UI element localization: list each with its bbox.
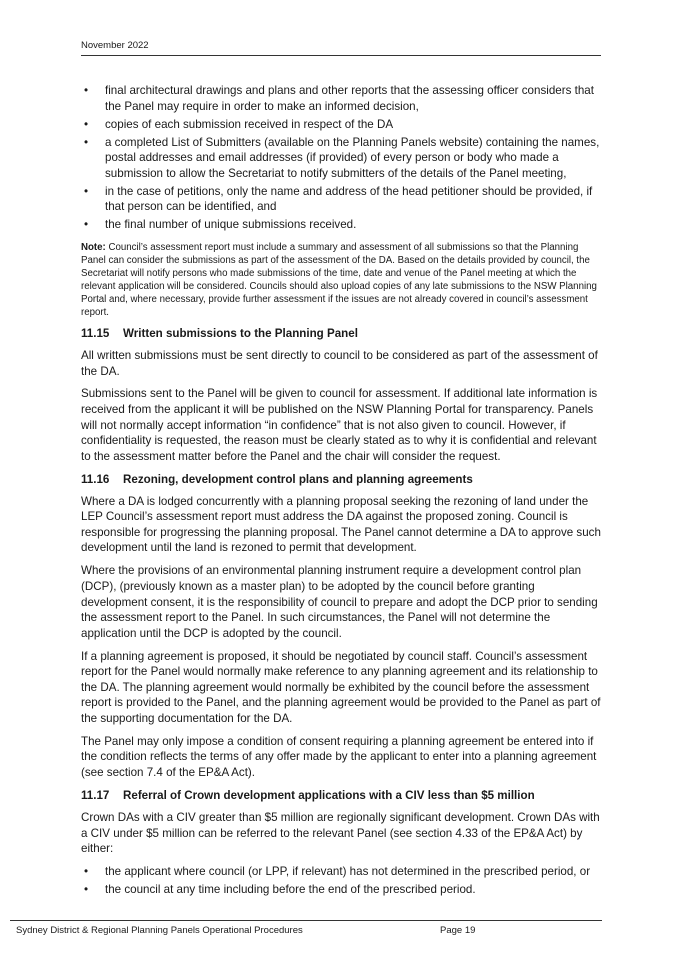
list-item: • a completed List of Submitters (available on the Planning Panels website) containing the names, postal addresses and email addresses (if provided) of every person or body who made a submission to allow the Secretariat to notify submitters of the details of the Panel meeting, — [84, 135, 600, 180]
page-number: Page 19 — [440, 925, 476, 936]
bullet-icon: • — [84, 218, 89, 232]
footer-title: Sydney District & Regional Planning Panels Operational Procedures — [16, 925, 303, 936]
list-item: • copies of each submission received in respect of the DA — [84, 117, 394, 131]
header-date: November 2022 — [81, 40, 149, 51]
section-heading-11-15: 11.15 Written submissions to the Planning Panel — [81, 326, 358, 340]
list-item: • the council at any time including before the end of the prescribed period. — [84, 883, 476, 896]
paragraph: Crown DAs with a CIV greater than $5 million are regionally significant development. Crown DAs with a CIV under $5 million can be referred to the relevant Panel (see section 4.33 of the EP&A Act) by either: — [81, 810, 600, 856]
paragraph: All written submissions must be sent directly to council to be considered as part of the assessment of the DA. — [81, 348, 598, 378]
list-item: • final architectural drawings and plans and other reports that the assessing officer considers that the Panel may require in order to make an informed decision, — [84, 84, 594, 113]
bullet-icon: • — [84, 117, 89, 131]
paragraph: The Panel may only impose a condition of consent requiring a planning agreement be entered into if the condition reflects the terms of any offer made by the applicant to enter into a planning agreement (see section 7.4 of the EP&A Act). — [81, 734, 597, 780]
bullet-icon: • — [84, 865, 89, 879]
bullet-icon: • — [84, 135, 89, 149]
page-header — [81, 40, 601, 56]
paragraph: If a planning agreement is proposed, it should be negotiated by council staff. Council’s assessment report for the Panel would normally make reference to any planning agreement and its relationship to the DA. The planning agreement would normally be exhibited by the council before the assessment report is provided to the Panel, and the planning agreement would be provided to the Panel as part of the supporting documentation for the DA. — [81, 649, 601, 725]
paragraph: Where the provisions of an environmental planning instrument require a development control plan (DCP), (previously known as a master plan) to be adopted by the council before granting development consent, it is the responsibility of council to prepare and adopt the DCP prior to sending the assessment report to the Panel. In such circumstances, the Panel will not determine the application until the DCP is adopted by the council. — [81, 564, 598, 640]
page-content — [81, 83, 601, 900]
referral-list — [81, 864, 601, 898]
list-item: • the final number of unique submissions received. — [84, 218, 357, 232]
list-item: • the applicant where council (or LPP, if relevant) has not determined in the prescribed period, or — [84, 865, 591, 879]
note-label: Note: — [81, 241, 106, 253]
note-block — [81, 241, 601, 319]
list-item: • in the case of petitions, only the name and address of the head petitioner should be provided, if that person can be identified, and — [84, 184, 593, 214]
section-heading-11-16: 11.16 Rezoning, development control plans and planning agreements — [81, 472, 473, 486]
page-footer — [10, 920, 602, 936]
bullet-icon: • — [84, 883, 89, 896]
bullet-icon: • — [84, 84, 89, 97]
bullet-icon: • — [84, 184, 89, 198]
submission-requirements-list — [81, 83, 601, 233]
paragraph: Where a DA is lodged concurrently with a planning proposal seeking the rezoning of land under the LEP Council’s assessment report must address the DA against the proposed zoning. Council is responsible for progressing the planning proposal. The Panel cannot determine a DA to approve such development until the land is rezoned to permit that development. — [81, 494, 601, 555]
section-heading-11-17: 11.17 Referral of Crown development applications with a CIV less than $5 million — [81, 788, 535, 802]
note-text: Council’s assessment report must include a summary and assessment of all submissions so that the Planning Panel can consider the submissions as part of the assessment of the DA. Based on the details provided by council, the Secretariat will notify persons who made submissions of the time, date and venue of the Panel meeting at which the relevant application will be considered. Councils should also upload copies of any late submissions to the NSW Planning Portal and, where necessary, provide further assessment if the issues are not already covered in council’s assessment report. — [81, 241, 597, 318]
paragraph: Submissions sent to the Panel will be given to council for assessment. If additional late information is received from the applicant it will be published on the NSW Planning Portal for transparency. Panels will not normally accept information “in confidence” that is not also given to council. However, if confidentiality is requested, the reason must be clearly stated as to why it is confidential and relevant to the assessment matter before the Panel and the chair will consider the request. — [81, 387, 598, 463]
